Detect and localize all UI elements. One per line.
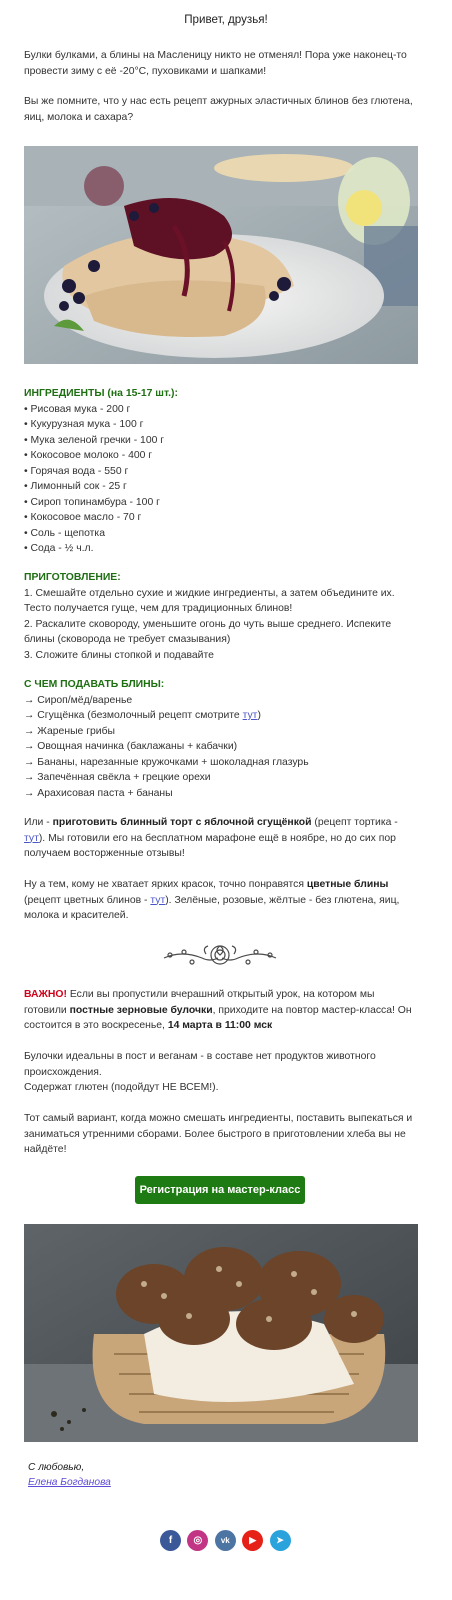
preparation-section xyxy=(24,570,418,663)
list-item: → Запечённая свёкла + грецкие орехи xyxy=(24,772,211,783)
list-item: → Овощная начинка (баклажаны + кабачки) xyxy=(24,741,238,752)
list-item: → Жареные грибы xyxy=(24,725,115,737)
text-span: (рецепт тортика - xyxy=(311,817,398,828)
author-name-link[interactable]: Елена Богданова xyxy=(28,1477,111,1488)
text-span: ). Зелёные, розовые, жёлтые - без глютена, яиц, молока и красителей. xyxy=(24,894,400,921)
list-item xyxy=(24,708,418,724)
list-item: • Мука зеленой гречки - 100 г xyxy=(24,434,165,446)
serving-list xyxy=(24,693,418,802)
text-span: ). Мы готовили его на бесплатном марафоне ещё в ноябре, но до сих пор получаем восторженные отзывы! xyxy=(24,832,396,859)
condensed-milk-recipe-link[interactable]: тут xyxy=(242,710,258,721)
cake-recipe-link[interactable]: тут xyxy=(24,832,39,844)
list-item: • Соль - щепотка xyxy=(24,527,105,539)
list-item-text: → Сгущёнка (безмолочный рецепт смотрите xyxy=(24,710,243,721)
instagram-icon[interactable]: ◎ xyxy=(187,1530,208,1551)
preparation-title: ПРИГОТОВЛЕНИЕ: xyxy=(24,572,121,583)
bread-illustration xyxy=(24,1224,418,1442)
event-date: 14 марта в 11:00 мск xyxy=(167,1020,273,1031)
list-item: • Кукурузная мука - 100 г xyxy=(24,419,144,430)
cake-text xyxy=(24,815,418,862)
text-span: Ну а тем, кому не хватает ярких красок, точно понравятся xyxy=(24,879,307,890)
register-button[interactable]: Регистрация на мастер-класс xyxy=(135,1176,305,1204)
intro-paragraph-2: Вы же помните, что у нас есть рецепт ажурных эластичных блинов без глютена, яиц, молока и сахара? xyxy=(24,96,413,123)
colored-paragraph xyxy=(24,877,418,924)
buns-line: Содержат глютен (подойдут НЕ ВСЕМ!). xyxy=(24,1082,219,1093)
list-item: • Горячая вода - 550 г xyxy=(24,465,129,477)
colored-recipe-link[interactable]: тут xyxy=(150,894,166,906)
list-item: • Сироп топинамбура - 100 г xyxy=(24,496,160,508)
list-item: → Арахисовая паста + бананы xyxy=(24,787,173,799)
text-span: Если вы пропустили вчерашний открытый урок, на котором мы готовили xyxy=(24,989,375,1016)
list-item: • Лимонный сок - 25 г xyxy=(24,481,127,492)
bread-photo xyxy=(24,1224,418,1442)
colored-text xyxy=(24,877,418,924)
floral-divider-icon xyxy=(162,940,278,972)
pancakes-photo xyxy=(24,146,418,364)
signature-line: С любовью, xyxy=(28,1462,85,1473)
telegram-icon[interactable]: ➤ xyxy=(270,1530,291,1551)
buns-paragraph xyxy=(24,1049,418,1096)
intro xyxy=(24,48,418,125)
serving-section xyxy=(24,677,418,801)
text-span: (рецепт цветных блинов - xyxy=(24,894,151,906)
signature xyxy=(28,1460,111,1490)
list-item: • Кокосовое молоко - 400 г xyxy=(24,450,153,461)
intro-paragraph-1: Булки булками, а блины на Масленицу никто не отменял! Пора уже наконец-то провести зиму с её -20°C, пуховиками и шапками! xyxy=(24,50,407,77)
ingredients-section xyxy=(24,386,418,557)
preparation-step: 3. Сложите блины стопкой и подавайте xyxy=(24,649,214,661)
preparation-step: 1. Смешайте отдельно сухие и жидкие ингредиенты, а затем объедините их. Тесто получается гуще, чем для традиционных блинов! xyxy=(24,587,395,614)
colored-bold: цветные блины xyxy=(306,879,389,890)
important-label: ВАЖНО! xyxy=(24,989,67,1000)
text-span: Или - xyxy=(24,817,53,828)
variant-paragraph xyxy=(24,1111,418,1158)
list-item: • Кокосовое масло - 70 г xyxy=(24,512,142,523)
cake-bold: приготовить блинный торт с яблочной сгущёнкой xyxy=(52,817,312,828)
serving-title: С ЧЕМ ПОДАВАТЬ БЛИНЫ: xyxy=(24,679,165,690)
list-item: • Рисовая мука - 200 г xyxy=(24,403,131,415)
social-icons xyxy=(160,1530,294,1552)
greeting: Привет, друзья! xyxy=(184,13,268,26)
text-span: , приходите на повтор мастер-класса! Он состоится в это воскресенье, xyxy=(24,1004,412,1031)
ingredients-list xyxy=(24,402,418,557)
pancakes-illustration xyxy=(24,146,418,364)
list-item: → Бананы, нарезанные кружочками + шоколадная глазурь xyxy=(24,756,309,768)
list-item: → Сироп/мёд/варенье xyxy=(24,694,133,706)
important-paragraph xyxy=(24,987,418,1034)
facebook-icon[interactable]: f xyxy=(160,1530,181,1551)
buns-line: Булочки идеальны в пост и веганам - в составе нет продуктов животного происхождения. xyxy=(24,1051,376,1078)
list-item: • Сода - ½ ч.л. xyxy=(24,543,94,554)
variant-text: Тот самый вариант, когда можно смешать ингредиенты, поставить выпекаться и заниматься утренними сборами. Более быстрого в приготовлении хлеба вы не найдёте! xyxy=(24,1113,413,1155)
youtube-icon[interactable]: ▶ xyxy=(242,1530,263,1551)
important-text xyxy=(24,987,418,1034)
vk-icon[interactable]: vk xyxy=(215,1530,236,1551)
cake-paragraph xyxy=(24,815,418,862)
important-bold: постные зерновые булочки xyxy=(69,1004,213,1016)
preparation-step: 2. Раскалите сковороду, уменьшите огонь до чуть выше среднего. Испеките блины (сковорода не требует смазывания) xyxy=(24,618,392,645)
ingredients-title: ИНГРЕДИЕНТЫ (на 15-17 шт.): xyxy=(24,388,178,399)
list-item-text: ) xyxy=(257,710,261,721)
